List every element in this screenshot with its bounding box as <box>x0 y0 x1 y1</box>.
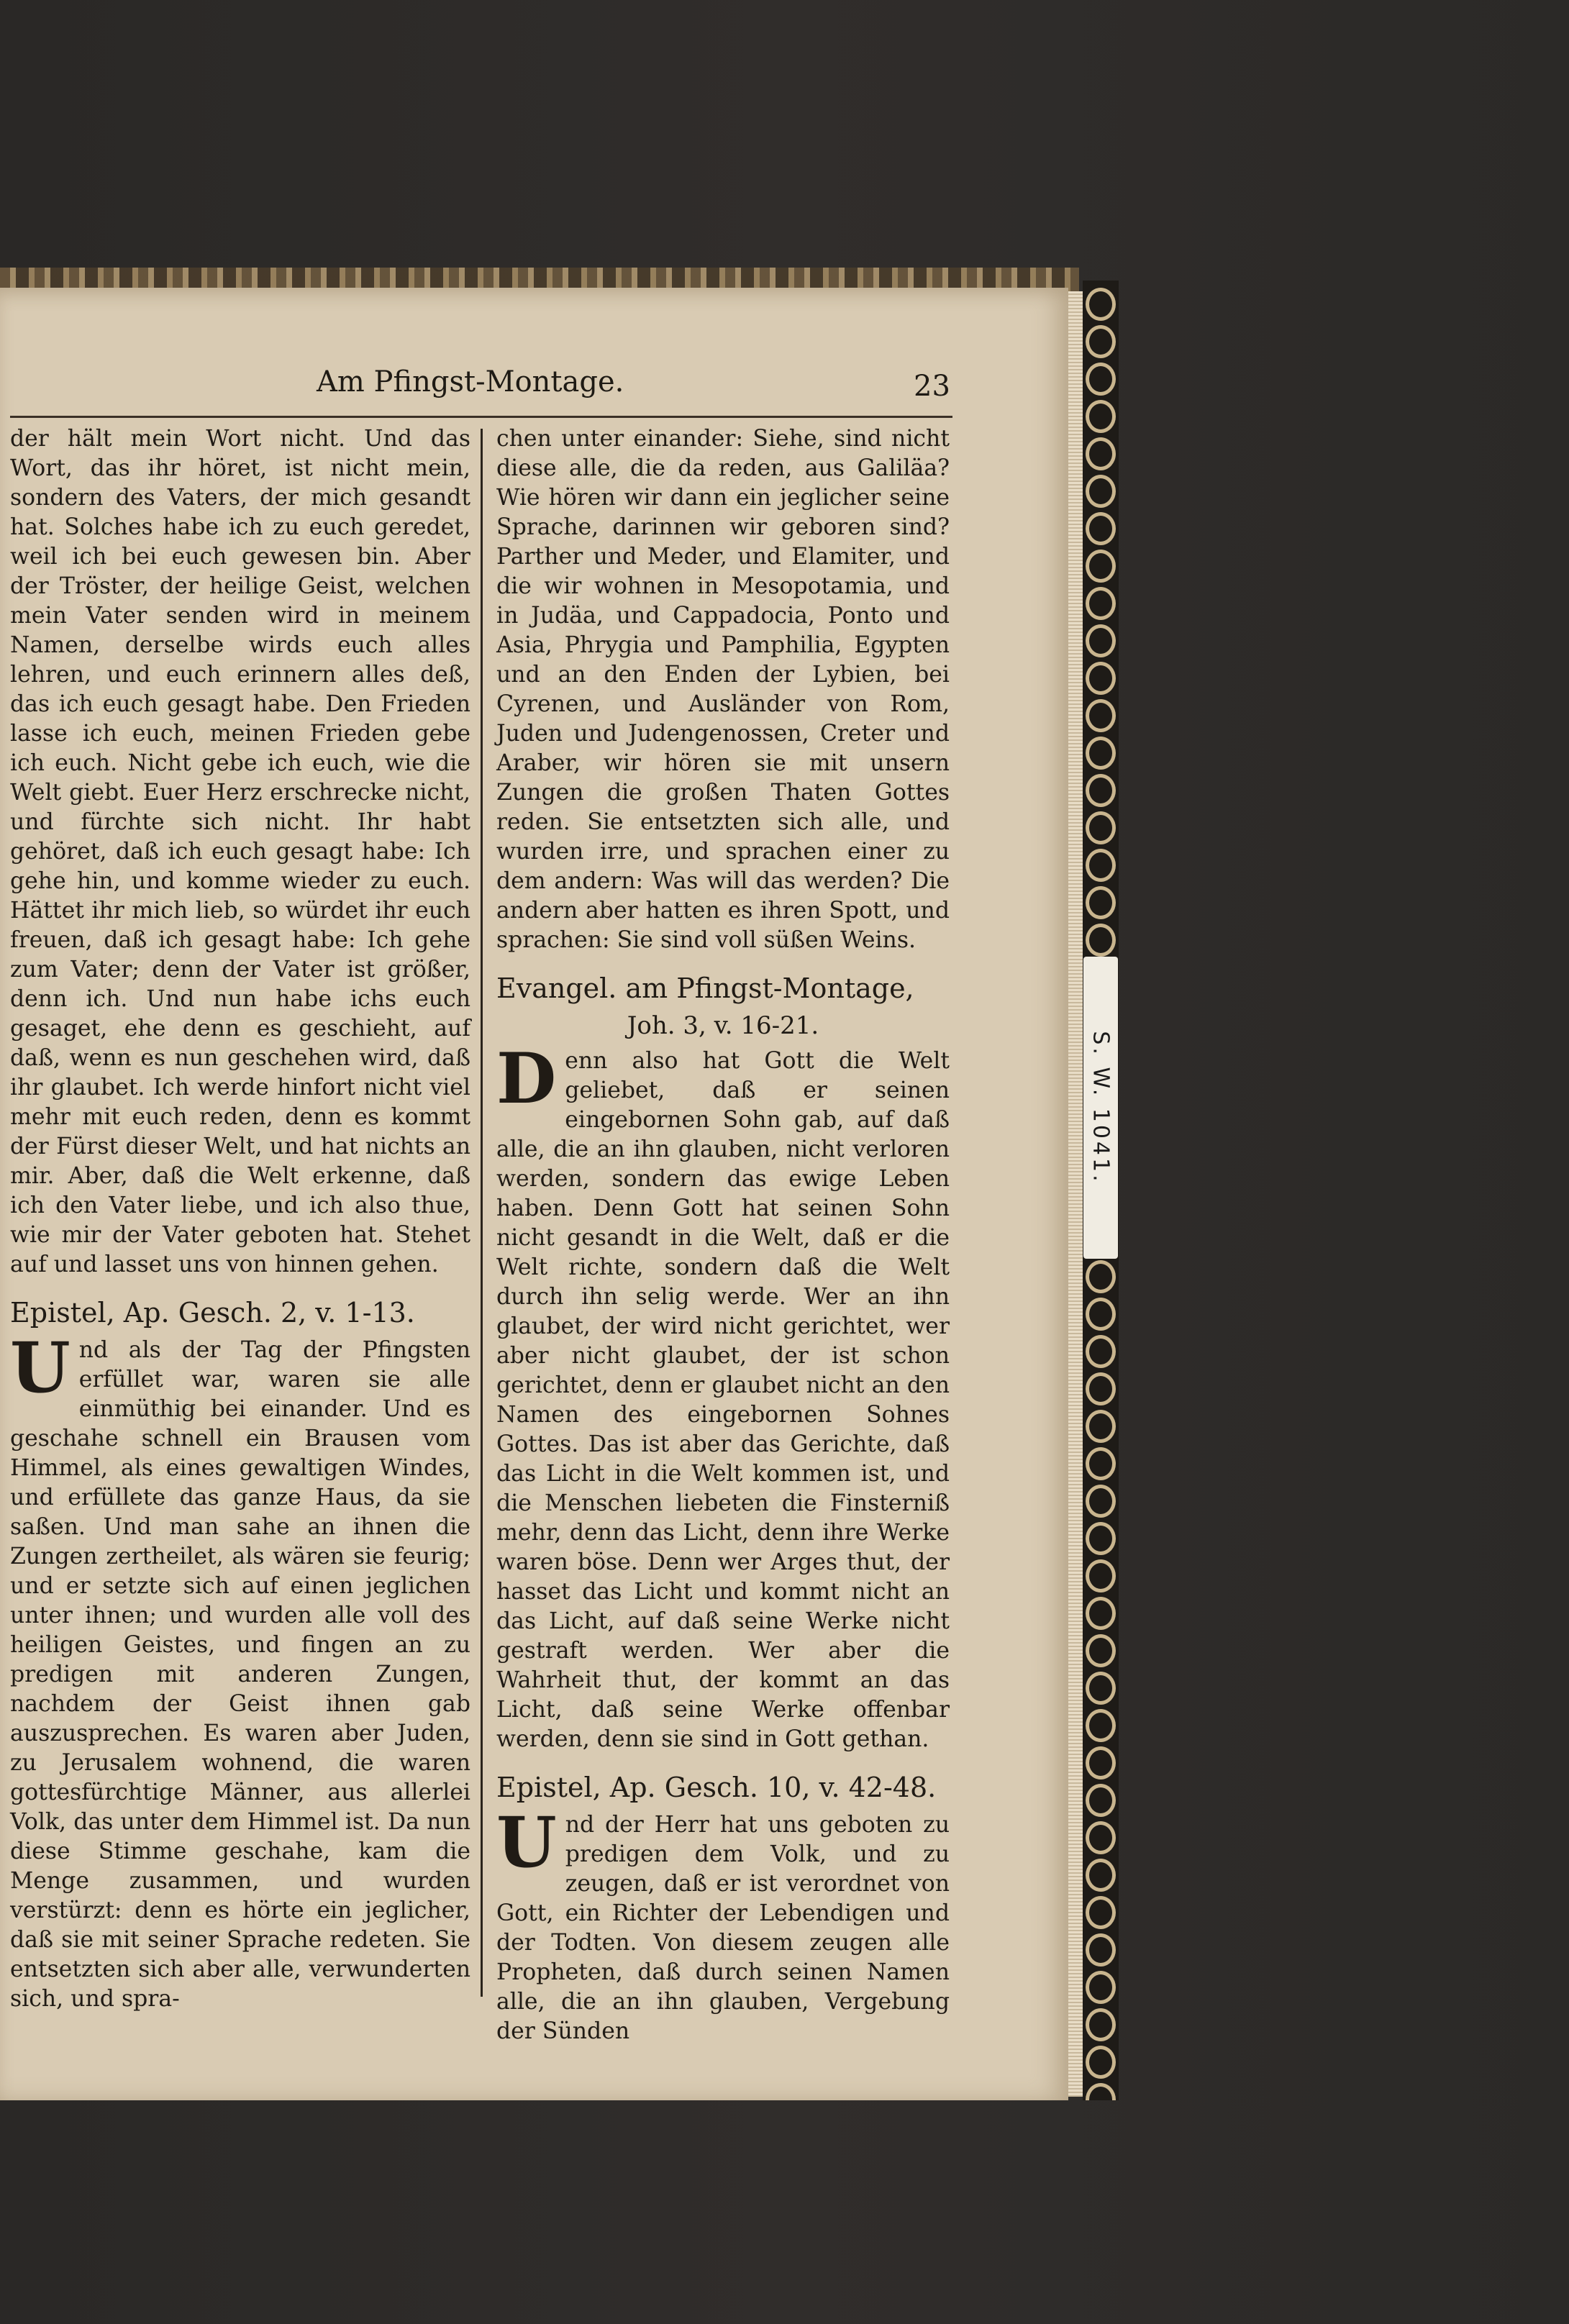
spine-ornament <box>1086 811 1116 844</box>
dropcap-d: D <box>496 1038 557 1119</box>
spine-ornament <box>1086 325 1116 358</box>
spine-ornament <box>1086 1896 1116 1929</box>
spine-ornament <box>1086 1298 1116 1331</box>
spine-shelf-label <box>1083 957 1118 1259</box>
spine-ornament <box>1086 1372 1116 1405</box>
spine-label-text: S. W. 1041. <box>1088 1031 1114 1185</box>
spine-ornament <box>1086 512 1116 545</box>
left-heading-epistle: Epistel, Ap. Gesch. 2, v. 1-13. <box>10 1297 415 1329</box>
spine-ornament <box>1086 886 1116 919</box>
left-paragraph-2-text: nd als der Tag der Pfingsten erfüllet war, waren sie alle einmüthig bei einander. Und es geschahe schnell ein Brausen vom Himmel, als eines gewaltigen Windes, und erfüllete das ganze Haus, da sie saßen. Und man sahe an ihnen die Zungen zertheilet, als wären sie feurig; und er setzte sich auf einen jeglichen unter ihnen; und wurden alle voll des heiligen Geistes, und fingen an zu predigen mit anderen Zungen, nachdem der Geist ihnen gab auszusprechen. Es waren aber Juden, zu Jerusalem wohnend, die waren gottesfürchtige Männer, aus allerlei Volk, das unter dem Himmel ist. Da nun diese Stimme geschahe, kam die Menge zusammen, und wurden verstürzt: denn es hörte ein jeglicher, daß sie mit seiner Sprache redeten. Sie entsetzten sich aber alle, verwunderten sich, und spra- <box>10 1337 470 2012</box>
right-paragraph-3-text: nd der Herr hat uns geboten zu predigen dem Volk, und zu zeugen, daß er ist verordnet von Gott, ein Richter der Lebendigen und der Todten. Von diesem zeugen alle Propheten, daß durch seinen Namen alle, die an ihn glauben, Vergebung der Sünden <box>496 1812 950 2044</box>
right-paragraph-3 <box>496 1802 950 2046</box>
right-paragraph-2-text: enn also hat Gott die Welt geliebet, daß er seinen eingebornen Sohn gab, auf daß alle, die an ihn glauben, nicht verloren werden, sondern das ewige Leben haben. Denn Gott hat seinen Sohn nicht gesandt in die Welt, daß er die Welt richte, sondern daß die Welt durch ihn selig werde. Wer an ihn glaubet, der wird nicht gerichtet, wer aber nicht glaubet, der ist schon gerichtet, denn er glaubet nicht an den Namen des eingebornen Sohnes Gottes. Das ist aber das Gerichte, daß das Licht in die Welt kommen ist, und die Menschen liebeten die Finsterniß mehr, denn das Licht, denn ihre Werke waren böse. Denn wer Arges thut, der hasset das Licht und kommt nicht an das Licht, auf daß seine Werke nicht gestraft werden. Wer aber die Wahrheit thut, der kommt an das Licht, daß seine Werke offenbar werden, denn sie sind in Gott gethan. <box>496 1048 950 1752</box>
spine-ornament <box>1086 2083 1116 2100</box>
spine-ornament <box>1086 1597 1116 1630</box>
spine-ornament <box>1086 437 1116 470</box>
page-edges <box>1068 291 1083 2097</box>
spine-ornament <box>1086 662 1116 695</box>
spine-ornament <box>1086 1447 1116 1480</box>
spine-ornament <box>1086 1410 1116 1443</box>
right-reference-john: Joh. 3, v. 16-21. <box>627 1011 819 1040</box>
spine-ornament <box>1086 1559 1116 1592</box>
spine-ornament <box>1086 699 1116 732</box>
right-heading-gospel: Evangel. am Pfingst-Montage, <box>496 972 914 1004</box>
spine-ornament <box>1086 2046 1116 2079</box>
spine-ornament <box>1086 1260 1116 1293</box>
right-paragraph-1: chen unter einander: Siehe, sind nicht diese alle, die da reden, aus Galiläa? Wie hören wir dann ein jeglicher seine Sprache, darinnen wir geboren sind? Parther und Meder, und Elamiter, und die wir wohnen in Mesopotamia, und in Judäa, und Cappadocia, Ponto und Asia, Phrygia und Pamphilia, Egypten und an den Enden der Lybien, bei Cyrenen, und Ausländer von Rom, Juden und Judengenossen, Creter und Araber, wir hören sie mit unsern Zungen die großen Thaten Gottes reden. Sie entsetzten sich alle, und wurden irre, und sprachen einer zu dem andern: Was will das werden? Die andern aber hatten es ihren Spott, und sprachen: Sie sind voll süßen Weins. <box>496 426 950 953</box>
right-paragraph-2 <box>496 1038 950 1754</box>
spine-ornament <box>1086 1933 1116 1967</box>
spine-ornament <box>1086 1634 1116 1667</box>
right-heading-epistle: Epistel, Ap. Gesch. 10, v. 42-48. <box>496 1772 937 1803</box>
running-head <box>317 365 950 409</box>
spine-ornament <box>1086 1784 1116 1817</box>
header-rule <box>10 416 952 418</box>
spine-ornament <box>1086 624 1116 657</box>
spine-ornament <box>1086 924 1116 957</box>
spine-ornament <box>1086 475 1116 508</box>
spine-ornament <box>1086 1709 1116 1742</box>
spine-ornament <box>1086 849 1116 882</box>
spine-ornament <box>1086 1859 1116 1892</box>
running-head-title: Am Pfingst-Montage. <box>317 365 624 398</box>
spine-ornament <box>1086 587 1116 620</box>
spine-ornament <box>1086 1672 1116 1705</box>
spine-ornament <box>1086 1485 1116 1518</box>
dropcap-u: U <box>10 1327 71 1408</box>
spine-ornament <box>1086 550 1116 583</box>
spine-ornament <box>1086 400 1116 433</box>
left-paragraph-2 <box>10 1327 470 2014</box>
column-rule <box>481 429 483 1997</box>
spine-ornament <box>1086 737 1116 770</box>
spine-ornament <box>1086 2008 1116 2041</box>
spine-ornament <box>1086 1522 1116 1555</box>
spine-ornament <box>1086 1746 1116 1780</box>
spine-ornament <box>1086 363 1116 396</box>
spine-ornament <box>1086 1821 1116 1854</box>
page-number: 23 <box>914 370 950 403</box>
spine-ornament <box>1086 1971 1116 2004</box>
spine-ornament <box>1086 288 1116 321</box>
left-paragraph-1: der hält mein Wort nicht. Und das Wort, das ihr höret, ist nicht mein, sondern des Vaters, der mich gesandt hat. Solches habe ich zu euch geredet, weil ich bei euch gewesen bin. Aber der Tröster, der heilige Geist, welchen mein Vater senden wird in meinem Namen, derselbe wirds euch alles lehren, und euch erinnern alles deß, das ich euch gesagt habe. Den Frieden lasse ich euch, meinen Frieden gebe ich euch. Nicht gebe ich euch, wie die Welt giebt. Euer Herz erschrecke nicht, und fürchte sich nicht. Ihr habt gehöret, daß ich euch gesagt habe: Ich gehe hin, und komme wieder zu euch. Hättet ihr mich lieb, so würdet ihr euch freuen, daß ich gesagt habe: Ich gehe zum Vater; denn der Vater ist größer, denn ich. Und nun habe ichs euch gesaget, ehe denn es geschieht, auf daß, wenn es nun geschehen wird, daß ihr glaubet. Ich werde hinfort nicht viel mehr mit euch reden, denn es kommt der Fürst dieser Welt, und hat nichts an mir. Aber, daß die Welt erkenne, daß ich den Vater liebe, und ich also thue, wie mir der Vater geboten hat. Stehet auf und lasset uns von hinnen gehen. <box>10 426 470 1277</box>
spine-ornament <box>1086 774 1116 807</box>
right-column <box>496 424 950 2046</box>
dropcap-u-2: U <box>496 1802 557 1883</box>
left-column <box>10 424 470 2014</box>
spine-ornament <box>1086 1335 1116 1368</box>
